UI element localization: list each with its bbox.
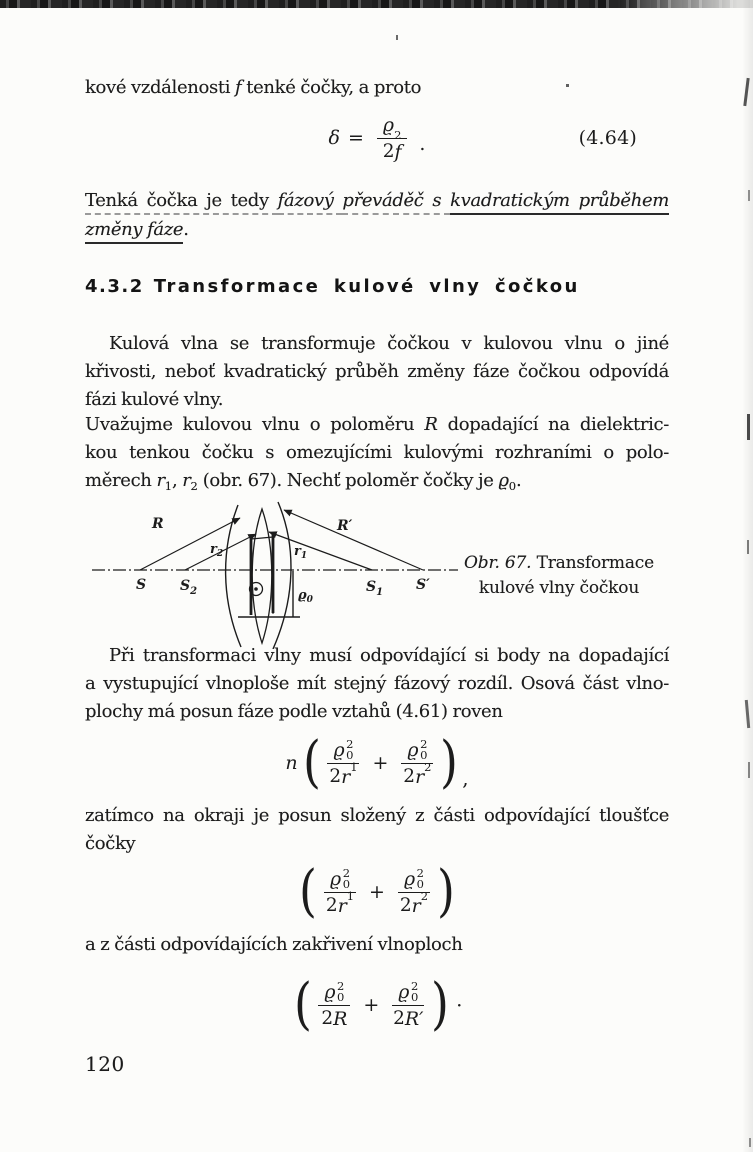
equals-sign: = [347,127,364,149]
text-line: zatímco na okraji je posun složený z části odpovídající tloušťce [85,805,669,826]
coef: 2 [321,1008,334,1029]
var-n: n [285,752,298,774]
index: 0 [346,747,354,762]
equation-4-64 [85,106,669,170]
exponent: 2 [342,866,351,880]
paragraph-3 [85,642,669,727]
center-mark-dot [254,587,258,591]
var-f: f [394,140,402,163]
intro-text: kové vzdálenosti [85,77,236,98]
var-r: r [415,766,425,788]
plus-sign: + [372,752,389,774]
close-paren: ) [431,972,450,1037]
label-R-prime: R′ [337,518,353,534]
label-r2: $r_2$ [210,542,224,559]
caption-figure-number: Obr. 67. [464,553,532,573]
thesis-em: převáděč s [342,190,450,215]
subscript: 1 [164,479,173,494]
figure-67-lens-diagram [88,497,463,649]
index: 0 [337,989,345,1004]
index: 0 [420,747,428,762]
text-line: a vystupující vlnoploše mít stejný fázový rozdíl. Osová část vlno- [85,673,669,695]
label-S1: $S_1$ [366,579,384,598]
period: . [516,470,522,492]
paragraph-intro [85,74,669,102]
subscript: 2 [190,479,198,494]
fraction: ϱ 2 0 2 r 2 [403,737,432,788]
caption-line-1 [458,551,660,576]
equation-thickness-part [85,855,669,929]
index: 0 [416,876,424,891]
scan-speck [747,540,749,554]
figure-67-caption [458,551,660,601]
section-title: Transformace kulové vlny čočkou [153,276,580,297]
text: Uvažujme kulovou vlnu o poloměru [85,414,425,435]
text-line: Při transformaci vlny musí odpovídající si body na dopadající [109,645,669,666]
thesis-line-2 [85,216,669,244]
fraction: ϱ 2 0 2 r 1 [329,737,358,788]
var-r: r [411,895,421,917]
rho: ϱ [407,739,419,761]
coef: 2 [399,895,412,916]
caption-line-2: kulové vlny čočkou [478,578,640,598]
radius-R-prime-line [284,510,423,570]
label-S-prime: S′ [416,577,430,593]
exponent: 2 [416,866,424,880]
thesis-em: fázový [278,190,343,215]
text-line [85,467,669,495]
close-paren: ) [436,859,455,924]
var-R: R [333,1008,348,1030]
rho: ϱ [382,113,395,136]
paragraph-2 [85,411,669,496]
surface-arc-right [273,502,291,649]
coef: 2 [382,140,395,162]
text-line: plochy má posun fáze podle vztahů (4.61) roven [85,701,503,723]
index: 0 [342,876,351,891]
surface-arc-left [226,505,241,647]
scan-speck [396,35,398,40]
scan-speck [749,1138,751,1147]
index: 0 [410,989,419,1004]
scan-artifact-top-edge [0,0,753,8]
var-f: f [235,77,242,98]
text-line: fázi kulové vlny. [85,389,224,411]
thesis-line-1 [85,187,669,215]
scan-artifact-right-edge [742,0,753,1152]
exponent: 2 [420,737,428,751]
var-R: R [424,414,438,435]
text: dopadající na dielektric- [437,414,669,435]
page-number: 120 [85,1052,125,1076]
eq464-delta: δ [328,127,340,149]
exponent: 2 [337,979,345,993]
coef: 2 [393,1008,405,1029]
plus-sign: + [369,881,385,903]
close-paren: ) [440,730,459,795]
paragraph-5 [85,931,669,959]
paragraph-1 [85,330,669,415]
label-rho0: $ϱ_0$ [298,588,313,605]
label-S2: $S_2$ [180,578,198,597]
scan-speck [748,762,750,778]
coef: 2 [403,766,416,787]
exponent: 2 [410,979,419,993]
text: (obr. 67). Nechť poloměr čočky je [197,470,499,492]
scan-speck [748,190,750,201]
period: . [419,133,426,155]
thesis-em-underlined: kvadratickým průběhem [450,190,669,215]
intro-text: tenké čočky, a proto [241,77,422,98]
subscript: 0 [508,479,517,494]
section-number: 4.3.2 [85,276,144,297]
comma: , [462,766,469,790]
var-R-prime: R′ [404,1008,424,1030]
coef: 2 [329,766,342,787]
label-r1: $r_1$ [294,544,308,561]
var-r1: r [156,470,165,492]
paragraph-4 [85,802,669,858]
var-rho0: ϱ [498,470,509,492]
open-paren: ( [293,972,312,1037]
period: · [456,993,463,1017]
text-line [85,411,669,439]
scan-speck [747,414,750,440]
rho: ϱ [333,739,345,761]
open-paren: ( [302,730,321,795]
text-line: křivosti, neboť kvadratický průběh změny fáze čočkou odpovídá [85,361,669,383]
thesis-em-underlined: změny fáze [85,219,183,244]
var-r2: r [182,470,191,492]
open-paren: ( [299,859,318,924]
equation-curvature-part [85,968,669,1042]
fraction: ϱ 2 2 f [377,115,408,162]
fraction: ϱ 2 0 2 r 2 [399,866,429,917]
thesis-lead: Tenká čočka je tedy [85,190,278,215]
rho: ϱ [324,981,336,1003]
text-line: a z části odpovídajících zakřivení vlnoploch [85,934,463,955]
lens-outline [252,509,272,643]
text: měrech [85,470,157,492]
radius-r1-line [269,532,372,570]
rho: ϱ [403,868,416,890]
fraction [392,981,424,1029]
text-line: Kulová vlna se transformuje čočkou v kulovou vlnu o jiné [109,333,669,354]
label-R: R [152,516,164,532]
section-heading [85,276,669,297]
var-r: r [337,895,347,917]
rho: ϱ [398,981,410,1003]
fraction: ϱ 2 0 2 r 1 [325,866,355,917]
equation-phase-shift-axial [85,726,669,800]
text-line: kou tenkou čočku s omezujícími kulovými rozhraními o polo- [85,442,669,464]
label-S: S [136,577,147,593]
period: . [183,219,189,240]
equation-number: (4.64) [578,127,637,149]
var-r: r [341,766,351,788]
exponent: 2 [346,737,354,751]
caption-text: Transformace [531,553,654,573]
plus-sign: + [363,994,380,1016]
fraction [318,981,350,1029]
text-line: čočky [85,833,136,855]
rho: ϱ [330,868,342,890]
coef: 2 [325,895,338,916]
text: , [172,470,183,492]
